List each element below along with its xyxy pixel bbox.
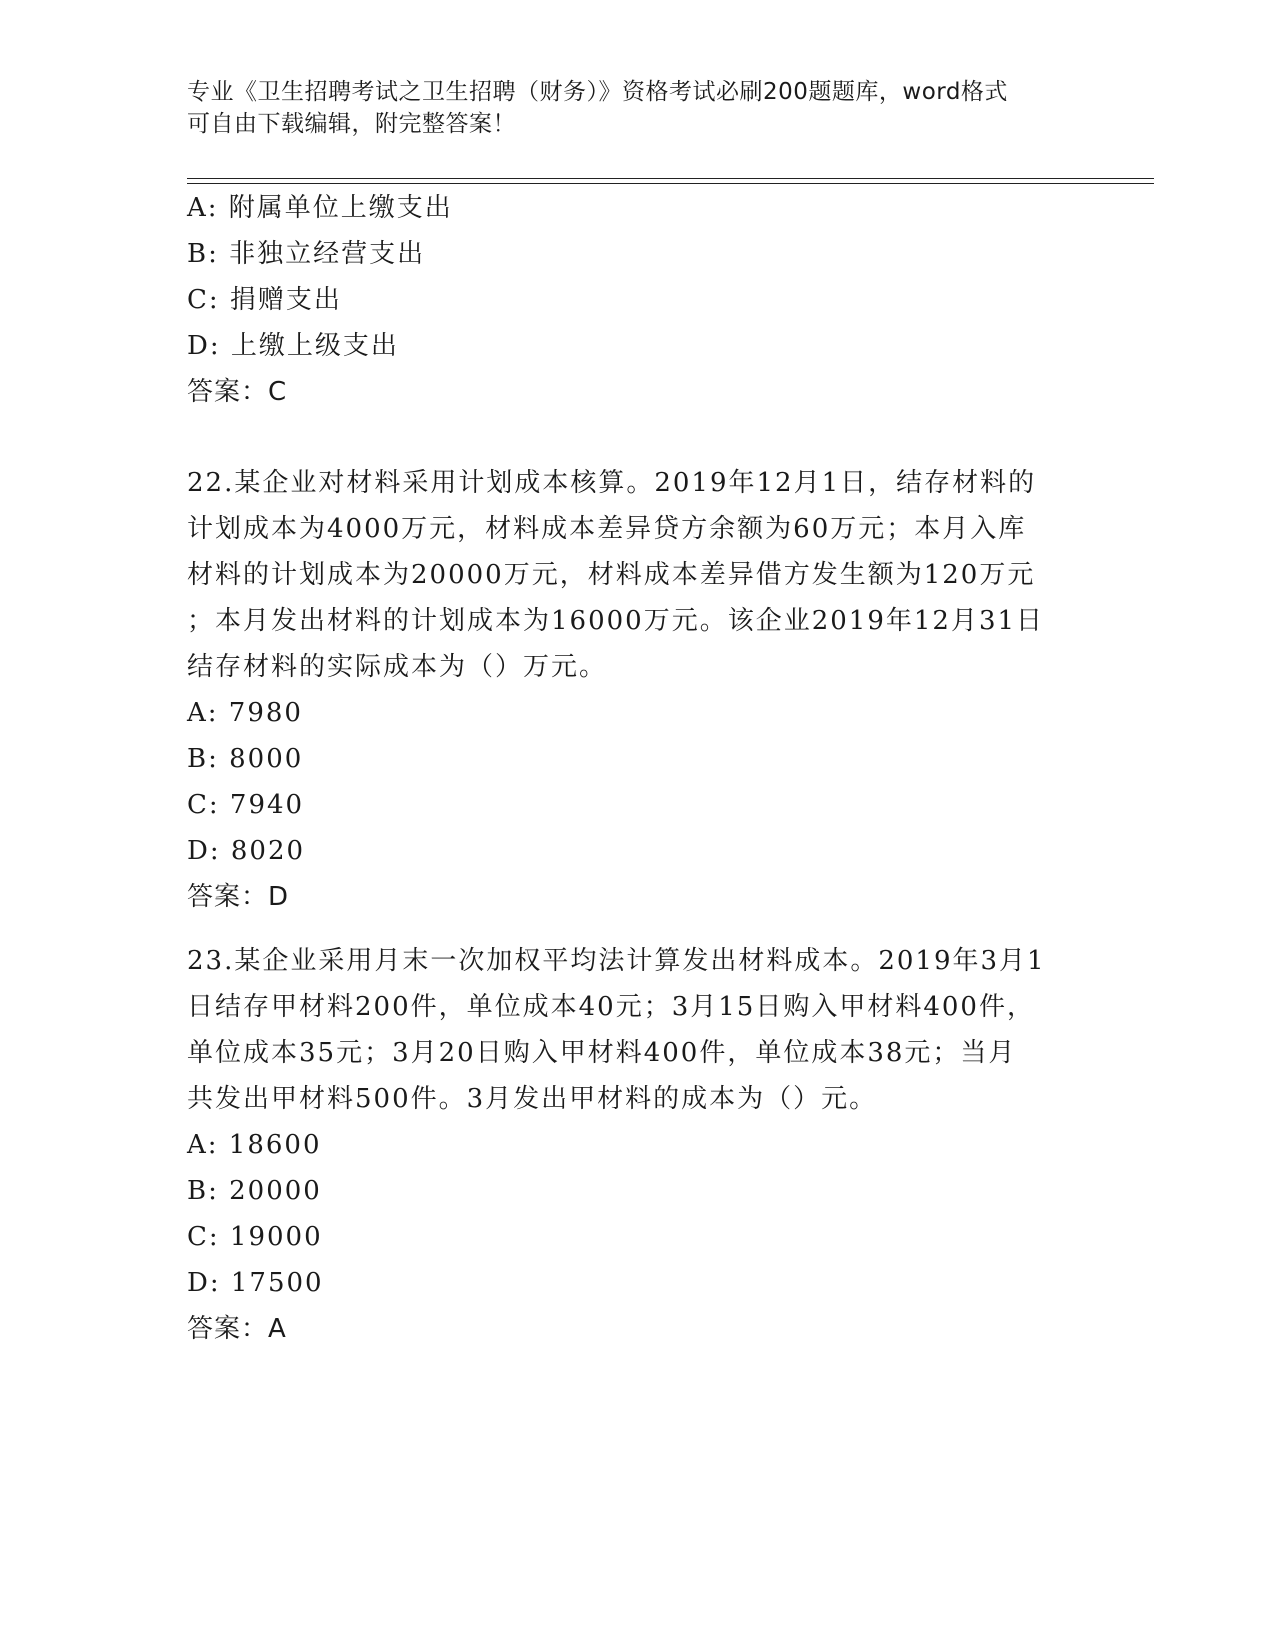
q22-option-c: C: 7940 bbox=[187, 790, 305, 820]
q21-option-a: A: 附属单位上缴支出 bbox=[187, 193, 453, 223]
q22-line-1: 22.某企业对材料采用计划成本核算。2019年12月1日，结存材料的 bbox=[187, 468, 1037, 498]
q22-option-b: B: 8000 bbox=[187, 744, 304, 774]
q21-option-b: B: 非独立经营支出 bbox=[187, 239, 426, 269]
q23-answer: 答案：A bbox=[187, 1314, 287, 1344]
question-22-block bbox=[187, 460, 1087, 920]
question-23-block bbox=[187, 938, 1087, 1352]
q22-option-a: A: 7980 bbox=[187, 698, 303, 728]
q23-line-3: 单位成本35元；3月20日购入甲材料400件，单位成本38元；当月 bbox=[187, 1038, 1017, 1068]
q22-stem bbox=[187, 460, 1087, 690]
q23-option-b: B: 20000 bbox=[187, 1176, 322, 1206]
header-divider-top bbox=[187, 178, 1154, 179]
q22-line-4: ；本月发出材料的计划成本为16000万元。该企业2019年12月31日 bbox=[187, 606, 1045, 636]
header-line-1: 专业《卫生招聘考试之卫生招聘（财务）》资格考试必刷200题题库，word格式 bbox=[187, 79, 1008, 105]
q22-line-2: 计划成本为4000万元，材料成本差异贷方余额为60万元；本月入库 bbox=[187, 514, 1027, 544]
document-header bbox=[187, 76, 1087, 140]
q22-line-3: 材料的计划成本为20000万元，材料成本差异借方发生额为120万元 bbox=[187, 560, 1036, 590]
q23-line-1: 23.某企业采用月末一次加权平均法计算发出材料成本。2019年3月1 bbox=[187, 946, 1046, 976]
question-21-block bbox=[187, 185, 1087, 415]
q21-option-d: D: 上缴上级支出 bbox=[187, 331, 399, 361]
q23-option-c: C: 19000 bbox=[187, 1222, 323, 1252]
q23-option-d: D: 17500 bbox=[187, 1268, 324, 1298]
q22-option-d: D: 8020 bbox=[187, 836, 306, 866]
header-line-2: 可自由下载编辑，附完整答案！ bbox=[187, 111, 516, 137]
q21-option-c: C: 捐赠支出 bbox=[187, 285, 342, 315]
q23-stem bbox=[187, 938, 1087, 1122]
q21-answer: 答案：C bbox=[187, 377, 288, 407]
q22-line-5: 结存材料的实际成本为（）万元。 bbox=[187, 652, 608, 682]
q22-answer: 答案：D bbox=[187, 882, 290, 912]
q23-line-4: 共发出甲材料500件。3月发出甲材料的成本为（）元。 bbox=[187, 1084, 878, 1114]
q23-option-a: A: 18600 bbox=[187, 1130, 322, 1160]
header-divider-bottom bbox=[187, 183, 1154, 184]
q23-line-2: 日结存甲材料200件，单位成本40元；3月15日购入甲材料400件， bbox=[187, 992, 1035, 1022]
